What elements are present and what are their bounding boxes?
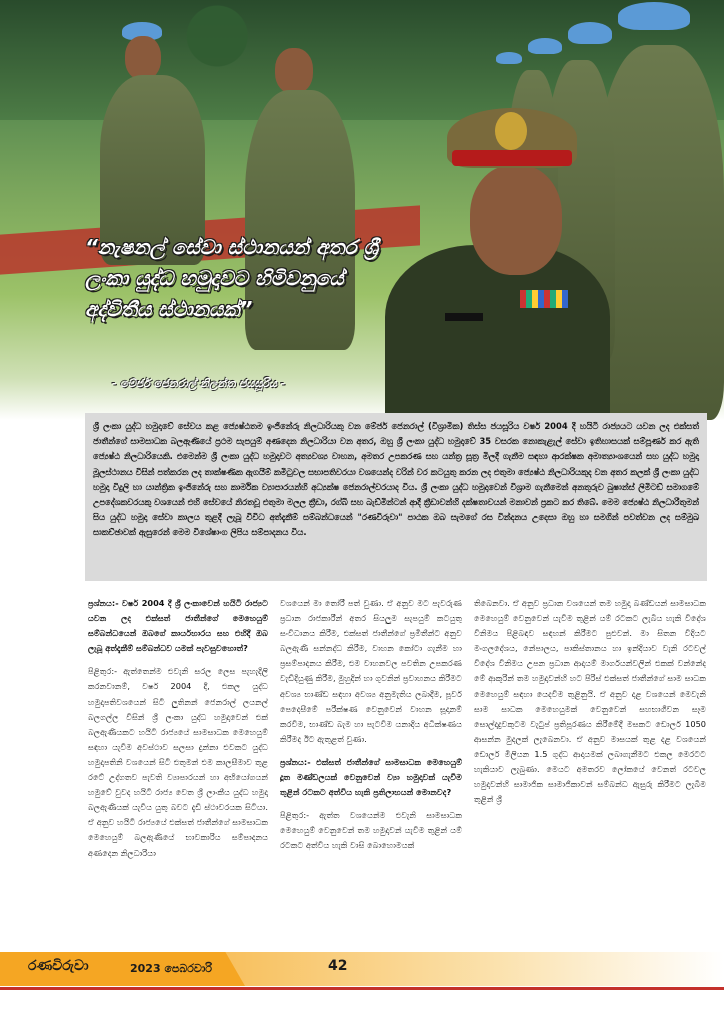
headline-byline: - මේජර් ජෙනරාල් නිලන්ත ජයසූරිය - bbox=[112, 377, 286, 390]
soldier-face-left bbox=[125, 36, 161, 80]
answer-2-part-1: පිළිතුර:- ඇත්ත වශයෙන්ම එවැනි සාමසාධක මෙහෙයුම් වෙනුවෙන් තම හමුදාවන් යැවීම තුළින් යම් රටකට අත්විය හැකි වාසි බොහොමයක් bbox=[280, 810, 462, 851]
magazine-logo: රණවිරුවා bbox=[28, 958, 89, 974]
intro-box: ශ්‍රී ලංකා යුද්ධ හමුදාවේ සේවය කළ ජ්‍යෙෂ්ඨතම ඉංජිනේරු නිලධාරියකු වන මේජර් ජෙනරාල් (විශ්‍රාමික) තිස්ස ජයසූරිය වර්ෂ 2004 දී හයිටි රාජ්‍යයට යවන ලද එක්සත් ජාතීන්ගේ සාමසාධක බලඇණියේ ප්‍රථම සැපයුම් අණදෙන නිලධාරියා වන අතර, ඔහු ශ්‍රී ලංකා යුද්ධ හමුදාවේ 35 වසරක නොකැළැල් සේවා ඉතිහාසයක් සම්පූර්ණ කර ඇති ජ්‍යෙෂ්ඨ නිලධාරියෙකි. එමෙන්ම ශ්‍රී ලංකා යුද්ධ හමුදාවට අත්‍යවශ්‍ය වාහන, අමතර උපකරණ සහ යන්ත්‍ර සූත්‍ර මිලදී ගැනීම සඳහා ආරක්ෂක අමාත්‍යාංශයෙන් සහ යුද්ධ හමුදා මූලස්ථානය විසින් පත්කරන ලද තාක්ෂණික ඇගයීම් කමිටුවල සභාපතිවරයා වශයෙන්ද වරින් වර කටයුතු කරන ලද එතුමා ජ්‍යෙෂ්ඨ නිලධාරියකුද වන අතර කලක් ශ්‍රී ලංකා යුද්ධ හමුදා විදුලි හා යාන්ත්‍රික ඉංජිනේරු සහ කාර්මික ව්‍යාපාරයන්හි අධ්‍යක්ෂ ජෙනරාල්වරයාද විය. ශ්‍රී ලංකා යුද්ධ හමුදාවෙන් විශ්‍රාම ගැනීමෙන් අනතුරුව බුෂාන්ස් ලිමිටඩ් සමාගමේ උපදේශකවරයකු වශයෙන් එහි සේවයේ නිරතවූ එතුමා මලල ක්‍රීඩා, රග්බි සහ බැඩ්මින්ටන් ආදී ක්‍රීඩාවන්හි දක්ෂතාවයන් මනාවන් ප්‍රකට කර තිබේ. මෙම ජ්‍යෙෂ්ඨ නිලධාරීතුමන් සිය යුද්ධ හමුදා සේවා කාලය තුළදී ලැබූ විවිධ අත්දැකීම් සම්බන්ධයෙන් "රණවිරුවා" පාඨක ඔබ සැමගේ රස වින්දනය උදෙසා ඔහු හා සමගින් පවත්වන ලද සම්මුඛ සාකච්ඡාවක් ඇසුරෙන් මෙම විශේෂාංග ලිපිය සම්පාදනය විය. bbox=[85, 413, 707, 581]
answer-1-part-2: වශයෙන් මා තෝරී පත් වුණා. ඒ අනුව මට පැවරුණ ප්‍රධාන රාජකාරීන් අතර සියලුම සැපයුම් කටයුතු සංවිධානය කිරීම, එක්සත් ජාතීන්ගේ ප්‍රමිතීන්ට අනුව බලඇණි සන්නද්ධ කිරීම, වාහන කෝටා ගැනීම හා ප්‍රසම්පාදනය කිරීම, එම වාහනවල පවතින උපකරණ වැඩිදියුණු කිරීම, මුහුදින් හා ගුවනින් ප්‍රවාහනය කිරීමට අවශ්‍ය භාණ්ඩ සඳහා අවශ්‍ය අනුමැතිය ලබාදීම, පූර්ව පෙදෙසීමේ පරීක්ෂණ වෙනුවෙන් වාහන සූදානම් කරවීම, භාණ්ඩ බැම හා පැටවීම යනාදිය අධීක්ෂණය කිරීමද ඊට ඇතුළත් වුණා. bbox=[280, 598, 462, 744]
column-2 bbox=[280, 596, 462, 944]
blue-beret-right-4 bbox=[496, 52, 522, 64]
blue-beret-right-2 bbox=[568, 22, 612, 44]
footer-gradient-band bbox=[160, 952, 724, 986]
blue-beret-right-3 bbox=[528, 38, 562, 54]
footer-red-rule bbox=[0, 987, 724, 990]
column-1 bbox=[88, 596, 268, 944]
blue-beret-right-1 bbox=[618, 2, 690, 30]
answer-2-part-2: තිබෙනවා. ඒ අනුව ප්‍රධාන වශයෙන් තම හමුදා බණ්ඩයන් සාමසාධක මෙහෙයුම් වෙනුවෙන් යැවීම තුළින් යම් රටකට ලැබිය හැකි විදේශ විනිමය පිළිබඳව සඳහන් කිරීමට පුළුවන්. මා සිතන විදියට මංගලදේශය, නේපාලය, පාකිස්තානය හා ඉන්දියාව වැනි රටවල් විදේශ විනිමය උපන ප්‍රධාන ආදායම් මාර්ගයන්වලින් එකක් වන්නේද මේ ආකුරින් තම හමුදාවන්හි හට පිරිස් එක්සත් ජාතීන්ගේ සාම සාධක මෙහෙයුම් සඳහා යෙදවීම තුළිනුයි. ඒ අනුව දළ වශයෙන් මෙවැනි සාම සාධක මෙහෙයුමක් වෙනුවෙන් සහභාගීවන සෑම සොල්දාදුවකුටම වැටුප් ප්‍රතිපූරණය කිරීමේදී මසකට ඩොලර් 1050 ආසන්න මුදලක් ලැබෙනවා. ඒ අනුව මාසයක් තුළ දළ වශයෙන් ඩොලර් මිලියන 1.5 ගුද්ධ ආදායමක් ලබාගැනීමට එකල මෙරටට හැකියාව ලැබුණා. මෙයට අමතරව ලෝකයේ වෙනත් රටවල හමුදාවන්හි සාමාජික සාමාජිකාවන් සම්බන්ධ ඇසුරු කිරීමට ලැබීම තුළින් ශ්‍රී bbox=[474, 598, 706, 805]
name-tag bbox=[445, 313, 483, 321]
question-2: ප්‍රශ්නය:- එක්සත් ජාතීන්ගේ සාමසාධක මෙහෙයුම් දූත මණ්ඩලයක් වෙනුවෙන් ව්‍යා හමුදාවක් යැවීම තුළින් රටකට අත්විය හැකි ප්‍රතිලාභයන් මොනවද? bbox=[280, 756, 462, 798]
hero-photo bbox=[0, 0, 724, 420]
question-1: ප්‍රශ්නය:- වර්ෂ 2004 දී ශ්‍රී ලංකාවෙන් හයිටි රාජ්‍යට යවන ලද එක්සත් ජාතීන්ගේ මෙහෙයුම් සම්බන්ධයෙන් ඔබගේ කාර්යභාරය සහ එහිදී ඔබ ලැබූ අත්දැකීම් සම්බන්ධව යමක් පැවසුවහොත්? bbox=[88, 598, 268, 654]
cap-red-band bbox=[452, 150, 572, 166]
page-number: 42 bbox=[328, 958, 348, 974]
officer-portrait-face bbox=[470, 165, 562, 275]
medal-ribbons bbox=[520, 290, 568, 308]
issue-date: 2023 පෙබරවාරි bbox=[130, 962, 213, 975]
cap-badge-icon bbox=[495, 112, 527, 150]
headline-quote: “නැෂනල් සේවා ස්ථානයන් අතර ශ්‍රී ලංකා යුද්ධ හමුදාවට හිමිවනුයේ අද්විතීය ස්ථානයක්” bbox=[85, 235, 378, 321]
answer-1-part-1: පිළිතුර:- ඇත්තෙන්ම එවැනි සරල ලෙස පැහැදිලි කරනවානම්, වර්ෂ 2004 දී, එකල යුද්ධ හමුදාපතිවශයෙන් සිටි ලුතිනන් ජෙනරාල් ලයනල් බලගල්ල විසින් ශ්‍රී ලංකා යුද්ධ හමුදාවෙන් එක් බලඇණියකට හයිටි රාජ්‍යයේ සාමසාධක මෙහෙයුම් සඳහා යැවීම අවස්ථාව සලසා දුන්නා එවකට යුද්ධ හමුදාපතිනි වශයෙන් සිටි එතුමන් එම කාලසීමාව තුළ රටේ උද්ගතව පැවති ව්‍යාපාරයන් හා අභියෝගයන් හමුවේ වුවද හයිටි රාජ්‍ය වෙත ශ්‍රී ලාංකීය යුද්ධ හමුදා බලඇණියක් යැවීය යුතු බවට දැඩි ස්ථාවරයක සිටියා. ඒ අනුව හයිටි රාජ්‍යයේ එක්සත් ජාතීන්ගේ සාමසාධක මෙහෙයුම් බලඇණියේ භාවකාරිය සම්පාදනය අණදෙන නිලධාරියා bbox=[88, 666, 268, 858]
column-3 bbox=[474, 596, 706, 944]
officer-walking-face bbox=[275, 48, 313, 94]
